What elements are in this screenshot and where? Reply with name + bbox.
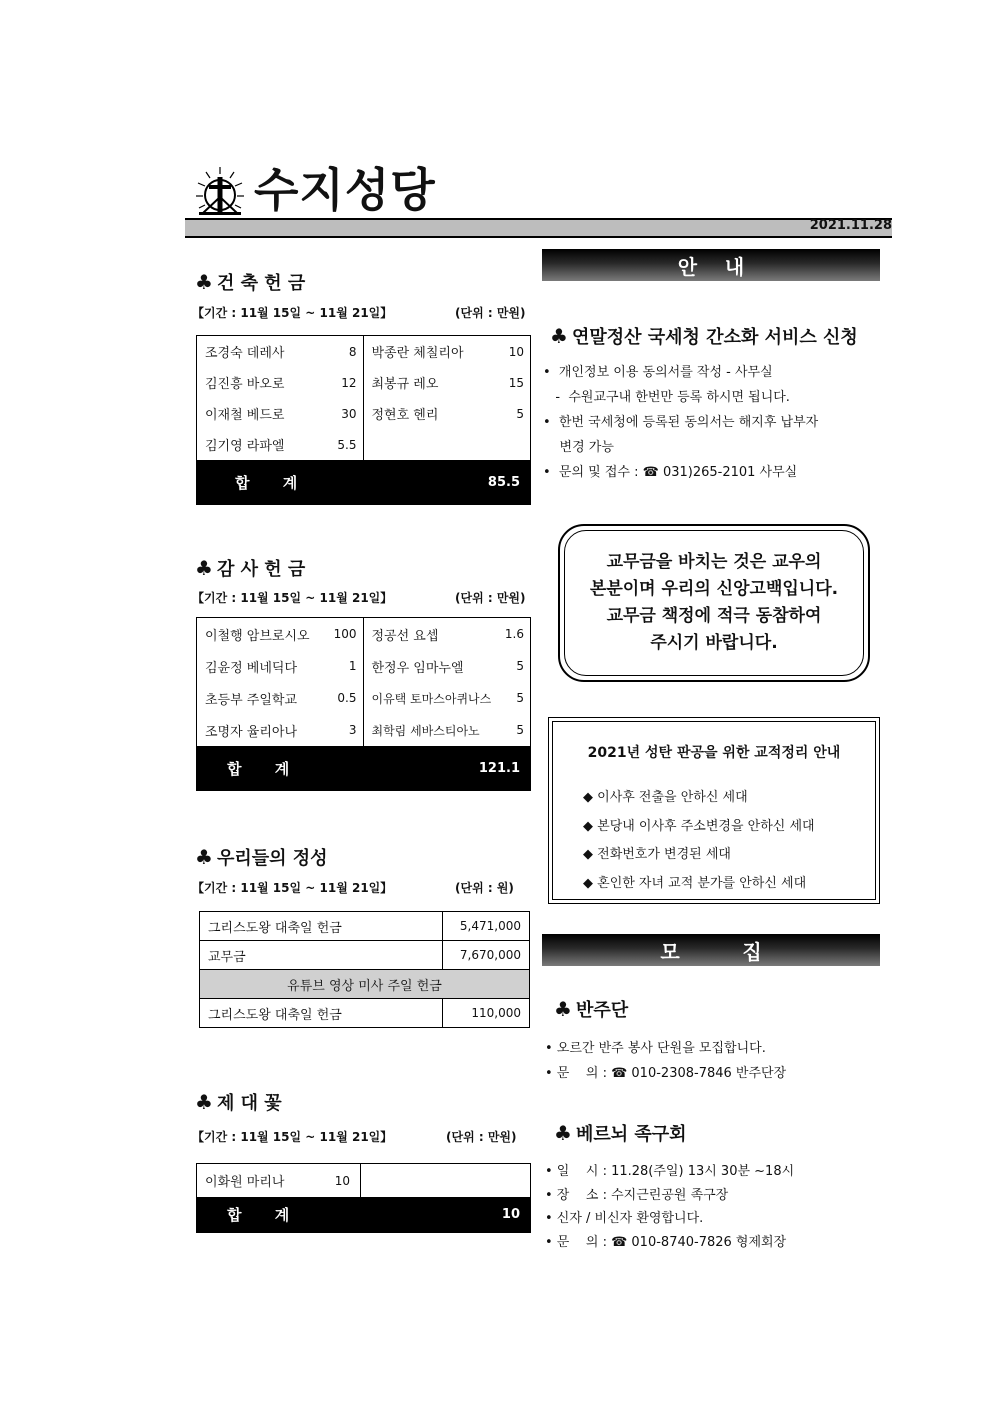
- table-cell: 이재철 베드로 30: [197, 398, 364, 429]
- header-rule: [185, 218, 892, 238]
- total-row: 합 계 85.5: [197, 460, 530, 504]
- building-offering-heading: ♣ 건 축 헌 금: [195, 270, 306, 294]
- dues-message-line: 본분이며 우리의 신앙고백입니다.: [589, 579, 839, 599]
- altar-flowers-heading: ♣ 제 대 꽃: [195, 1090, 282, 1114]
- table-cell: 이화원 마리나 10: [197, 1164, 361, 1197]
- our-offering-unit: (단위 : 원): [455, 881, 514, 895]
- club-icon: ♣: [554, 997, 572, 1021]
- total-row: 합 계 121.1: [197, 746, 530, 790]
- footvolley-heading: ♣ 베르뇌 족구회: [554, 1121, 687, 1145]
- table-cell: [361, 1164, 530, 1197]
- registry-guide-title: 2021년 성탄 판공을 위한 교적정리 안내: [587, 745, 841, 761]
- club-icon: ♣: [195, 270, 213, 294]
- building-offering-table: [196, 335, 531, 505]
- registry-item: ◆ 전화번호가 변경된 세대: [583, 847, 731, 862]
- table-row: [200, 941, 530, 970]
- bulletin-date: 2021.11.28: [809, 218, 892, 233]
- registry-item: ◆ 본당내 이사후 주소변경을 안하신 세대: [583, 818, 815, 834]
- table-cell: 교무금: [200, 941, 443, 970]
- table-cell: 110,000: [443, 999, 530, 1028]
- registry-item: ◆ 혼인한 자녀 교적 분가를 안하신 세대: [583, 875, 807, 891]
- altar-flowers-unit: (단위 : 만원): [446, 1130, 517, 1144]
- bullet-line: • 장 소 : 수지근린공원 족구장: [545, 1187, 729, 1203]
- church-cross-sun-icon: [195, 165, 245, 217]
- building-offering-period: 【기간 : 11월 15일 ~ 11월 21일】: [192, 306, 393, 320]
- dues-message-line: 교무금을 바치는 것은 교우의: [606, 552, 822, 572]
- table-cell: 조경숙 데레사 8: [197, 336, 364, 367]
- club-icon: ♣: [554, 1121, 572, 1145]
- bullet-line: • 개인정보 이용 동의서를 작성 - 사무실: [543, 365, 773, 380]
- table-row: [200, 912, 530, 941]
- dues-message-line: 교무금 책정에 적극 동참하여: [606, 606, 822, 626]
- building-offering-unit: (단위 : 만원): [455, 306, 526, 320]
- thanks-offering-unit: (단위 : 만원): [455, 591, 526, 605]
- table-cell: 정현호 헨리 5: [371, 406, 524, 423]
- bullet-line: • 신자 / 비신자 환영합니다.: [545, 1211, 704, 1226]
- accompaniment-details: [545, 1036, 786, 1086]
- table-cell: 최학림 세바스티아노 5: [371, 723, 524, 738]
- table-row: [200, 970, 530, 999]
- table-cell: 초등부 주일학교 0.5: [197, 682, 364, 714]
- recruit-banner: 모 집: [542, 934, 880, 966]
- table-cell: 7,670,000: [443, 941, 530, 970]
- dues-message-line: 주시기 바랍니다.: [650, 633, 778, 653]
- table-cell: 5,471,000: [443, 912, 530, 941]
- bullet-line: - 수원교구내 한번만 등록 하시면 됩니다.: [543, 390, 790, 405]
- tax-service-details: [543, 360, 818, 485]
- notice-banner: 안 내: [542, 249, 880, 281]
- table-cell: 정공선 요셉 1.6: [371, 627, 524, 644]
- bullet-line: • 일 시 : 11.28(주일) 13시 30분 ~18시: [545, 1164, 795, 1179]
- table-cell: 이유택 토마스아퀴나스 5: [371, 691, 524, 706]
- our-offering-heading: ♣ 우리들의 정성: [195, 845, 328, 869]
- table-cell: 최봉규 레오 15: [371, 375, 524, 392]
- church-name: 수지성당: [254, 163, 436, 217]
- bullet-line: • 오르간 반주 봉사 단원을 모집합니다.: [545, 1041, 766, 1056]
- table-cell: [364, 429, 531, 460]
- our-offering-table: [199, 911, 530, 1028]
- registry-item: ◆ 이사후 전출을 안하신 세대: [583, 790, 748, 805]
- bullet-line: • 문 의 : ☎ 010-8740-7826 형제회장: [545, 1234, 787, 1250]
- table-cell: 김기영 라파엘 5.5: [197, 429, 364, 460]
- table-cell: 김윤정 베네딕다 1: [197, 650, 364, 682]
- table-row: [200, 999, 530, 1028]
- tax-service-heading: ♣ 연말정산 국세청 간소화 서비스 신청: [550, 324, 858, 348]
- bullet-line: • 문 의 : ☎ 010-2308-7846 반주단장: [545, 1066, 787, 1081]
- table-cell: 한정우 임마누엘 5: [371, 659, 524, 676]
- table-cell: 김진흥 바오로 12: [197, 367, 364, 398]
- club-icon: ♣: [195, 845, 213, 869]
- table-cell: 그리스도왕 대축일 헌금: [200, 912, 443, 941]
- table-cell: 조명자 율리아나 3: [197, 714, 364, 746]
- club-icon: ♣: [550, 324, 568, 348]
- thanks-offering-heading: ♣ 감 사 헌 금: [195, 556, 306, 580]
- footvolley-details: [545, 1160, 794, 1254]
- bullet-line: • 문의 및 접수 : ☎ 031)265-2101 사무실: [543, 465, 798, 480]
- bullet-line: 변경 가능: [543, 440, 614, 455]
- church-dues-message-box: [558, 524, 870, 682]
- accompaniment-heading: ♣ 반주단: [554, 997, 629, 1021]
- club-icon: ♣: [195, 556, 213, 580]
- bullet-line: • 한번 국세청에 등록된 동의서는 해지후 납부자: [543, 415, 819, 430]
- table-cell: 그리스도왕 대축일 헌금: [200, 999, 443, 1028]
- youtube-offering-header: 유튜브 영상 미사 주일 헌금: [200, 970, 530, 999]
- altar-flowers-period: 【기간 : 11월 15일 ~ 11월 21일】: [192, 1130, 393, 1144]
- thanks-offering-table: [196, 617, 531, 791]
- table-cell: 이철행 암브로시오 100: [197, 618, 364, 650]
- club-icon: ♣: [195, 1090, 213, 1114]
- our-offering-period: 【기간 : 11월 15일 ~ 11월 21일】: [192, 881, 393, 895]
- table-cell: 박종란 체칠리아 10: [371, 344, 524, 361]
- altar-flowers-table: [196, 1163, 531, 1233]
- total-row: 합 계 10: [197, 1197, 530, 1232]
- thanks-offering-period: 【기간 : 11월 15일 ~ 11월 21일】: [192, 591, 393, 605]
- registry-guide-box: [548, 717, 880, 904]
